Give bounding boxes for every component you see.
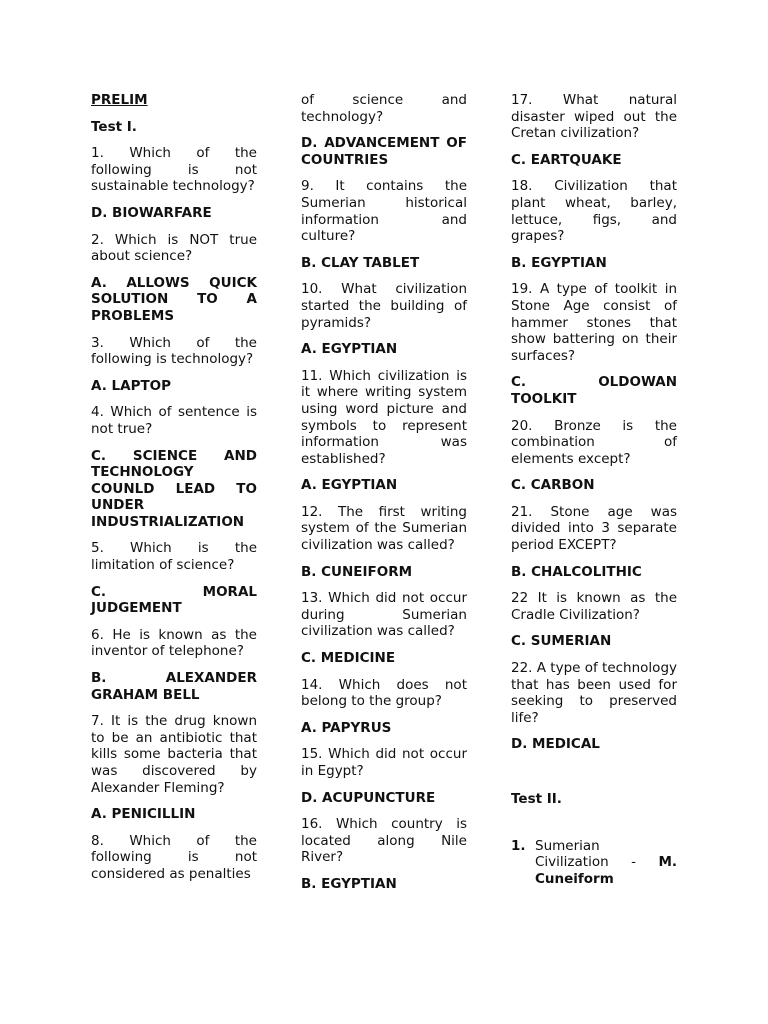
question: 12. The first writing system of the Sumerian civilization was called? — [301, 503, 467, 554]
list-item-text — [535, 838, 677, 888]
column-3-items — [511, 92, 677, 753]
answer: B. EGYPTIAN — [511, 254, 607, 271]
answer: C. OLDOWAN TOOLKIT — [511, 374, 677, 407]
answer: B. CHALCOLITHIC — [511, 563, 642, 580]
question: 21. Stone age was divided into 3 separate period EXCEPT? — [511, 503, 677, 554]
spacer — [511, 818, 677, 838]
question: 14. Which does not belong to the group? — [301, 676, 467, 710]
question: 19. A type of toolkit in Stone Age consist of hammer stones that show battering on their surfaces? — [511, 281, 677, 364]
question: 16. Which country is located along Nile River? — [301, 816, 467, 866]
column-1 — [91, 92, 257, 893]
question: 3. Which of the following is technology? — [91, 334, 257, 368]
spacer — [511, 763, 677, 791]
question: 2. Which is NOT true about science? — [91, 231, 257, 265]
question: 5. Which is the limitation of science? — [91, 540, 257, 574]
answer: D. ADVANCEMENT OF COUNTRIES — [301, 135, 467, 168]
answer: D. BIOWARFARE — [91, 204, 212, 221]
test-ii-heading: Test II. — [511, 791, 562, 807]
question: 1. Which of the following is not sustainable technology? — [91, 145, 257, 195]
question: 8. Which of the following is not considered as penalties — [91, 832, 257, 882]
question: 10. What civilization started the building of pyramids? — [301, 281, 467, 331]
answer: A. PENICILLIN — [91, 806, 196, 823]
item-prompt: Sumerian Civilization - — [535, 837, 659, 871]
question: 6. He is known as the inventor of telephone? — [91, 626, 257, 660]
answer: C. CARBON — [511, 477, 595, 494]
question: 15. Which did not occur in Egypt? — [301, 746, 467, 779]
question: of science and technology? — [301, 92, 467, 125]
answer: C. MORAL JUDGEMENT — [91, 583, 257, 617]
question: 18. Civilization that plant wheat, barley, lettuce, figs, and grapes? — [511, 178, 677, 245]
question: 20. Bronze is the combination of elements except? — [511, 417, 677, 467]
column-2 — [301, 92, 467, 903]
answer: A. EGYPTIAN — [301, 477, 398, 494]
list-number: 1. — [511, 837, 526, 854]
section-heading: PRELIM — [91, 92, 148, 108]
question: 22. A type of technology that has been used for seeking to preserved life? — [511, 660, 678, 726]
answer: C. SCIENCE AND TECHNOLOGY COUNLD LEAD TO UNDER INDUSTRIALIZATION — [91, 447, 257, 530]
question: 4. Which of sentence is not true? — [91, 404, 257, 437]
answer: C. EARTQUAKE — [511, 151, 622, 168]
column-3 — [511, 92, 677, 887]
answer: B. CLAY TABLET — [301, 254, 420, 271]
answer: D. ACUPUNCTURE — [301, 789, 436, 806]
item-answer: M. Cuneiform — [535, 854, 677, 887]
answer: C. SUMERIAN — [511, 633, 612, 650]
question: 9. It contains the Sumerian historical information and culture? — [301, 178, 467, 245]
question: 17. What natural disaster wiped out the Cretan civilization? — [511, 92, 677, 142]
test-ii-item-1 — [511, 838, 677, 888]
answer: A. EGYPTIAN — [301, 341, 398, 358]
answer: D. MEDICAL — [511, 736, 600, 753]
answer: A. ALLOWS QUICK SOLUTION TO A PROBLEMS — [91, 274, 257, 324]
answer: C. MEDICINE — [301, 650, 396, 667]
answer: A. LAPTOP — [91, 377, 172, 394]
answer: B. CUNEIFORM — [301, 563, 413, 580]
answer: B. EGYPTIAN — [301, 875, 397, 892]
answer: B. ALEXANDER GRAHAM BELL — [91, 670, 257, 703]
question: 22 It is known as the Cradle Civilization? — [511, 590, 677, 623]
question: 7. It is the drug known to be an antibiotic that kills some bacteria that was discovered by Alexander Fleming? — [91, 713, 257, 796]
section-heading: Test I. — [91, 118, 137, 135]
answer: A. PAPYRUS — [301, 719, 392, 736]
question: 11. Which civilization is it where writing system using word picture and symbols to represent information was established? — [301, 367, 467, 467]
question: 13. Which did not occur during Sumerian civilization was called? — [301, 590, 467, 640]
